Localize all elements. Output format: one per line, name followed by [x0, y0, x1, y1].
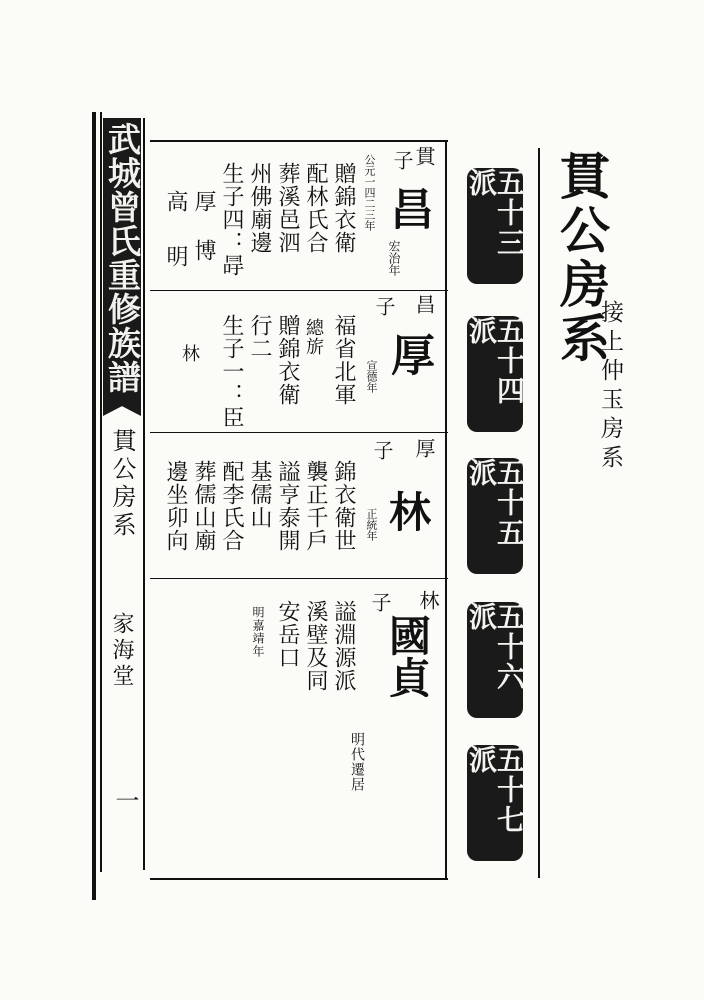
- entry-2-line-3: 贈錦衣衛: [275, 314, 300, 406]
- entry-1-line-1: 贈錦衣衛: [331, 162, 356, 254]
- entry-2-line-5: 生子一：臣: [219, 314, 244, 429]
- entry-4-zi: 子: [368, 592, 392, 612]
- entry-4-line-3: 安岳口: [275, 600, 300, 669]
- outer-frame-left: [92, 112, 96, 900]
- generation-badge-57: 五十七派: [467, 745, 523, 861]
- generation-badge-53: 五十三派: [467, 168, 523, 284]
- entry-1-parent: 貫: [412, 146, 436, 166]
- margin-rule-right: [143, 118, 145, 870]
- entry-1-name: 昌: [382, 186, 433, 230]
- entry-3-parent: 厚: [412, 438, 436, 458]
- entry-2-name: 厚: [383, 332, 434, 376]
- entry-3-line-6: 葬儒山廟: [191, 460, 216, 552]
- entry-1-line-5: 生子四：冔: [219, 162, 244, 277]
- entry-4-parent: 林: [416, 590, 440, 610]
- entry-1-line-2: 配林氏合: [303, 162, 328, 254]
- entry-2-zi: 子: [372, 296, 396, 316]
- entry-3-birth: 正統年: [365, 508, 378, 541]
- header-subtitle: 接上仲玉房系: [597, 300, 623, 474]
- entry-3-line-5: 配李氏合: [219, 460, 244, 552]
- margin-section-title: 貫公房系: [108, 428, 136, 540]
- margin-rule-left: [100, 112, 102, 872]
- entry-2-line-4: 行二: [247, 314, 272, 360]
- entry-1-line-7: 高 明: [163, 190, 188, 271]
- entry-3-name: 林: [383, 490, 432, 532]
- entry-2-line-1: 福省北軍: [331, 314, 356, 406]
- entry-2-line-6: 林: [179, 344, 200, 362]
- row-divider-3: [150, 578, 448, 579]
- entry-1-death: 宏治年: [387, 240, 401, 276]
- entry-1-zi: 子: [390, 150, 414, 170]
- generation-badge-54: 五十四派: [467, 316, 523, 432]
- entry-3-line-3: 謚亨泰開: [275, 460, 300, 552]
- frame-bottom: [150, 878, 448, 880]
- header-title: 貫公房系: [552, 150, 611, 366]
- entry-3-zi: 子: [370, 440, 394, 460]
- entry-4-birth: 明嘉靖年: [251, 606, 265, 658]
- entry-1-line-4: 州佛廟邊: [247, 162, 272, 254]
- entry-4-line-2: 溪壁及同: [303, 600, 328, 692]
- entry-4-name: 國貞: [383, 614, 432, 698]
- frame-divider: [445, 140, 447, 880]
- row-divider-1: [150, 290, 448, 291]
- margin-page-number: 一: [111, 788, 139, 812]
- entry-2-parent: 昌: [412, 294, 436, 314]
- entry-4-line-1: 謚淵源派: [331, 600, 356, 692]
- entry-1-line-6: 厚 博: [191, 190, 216, 262]
- generation-badge-55: 五十五派: [467, 458, 523, 574]
- row-divider-2: [150, 432, 448, 433]
- entry-2-birth: 宣德年: [365, 360, 378, 393]
- frame-top: [150, 140, 448, 142]
- book-title: 武城曾氏重修族譜: [103, 122, 142, 394]
- entry-3-line-7: 邊坐卯向: [163, 460, 188, 552]
- entry-3-line-1: 錦衣衛世: [331, 460, 356, 552]
- entry-1-birth: 公元一四二三年: [363, 154, 376, 231]
- entry-3-line-2: 襲正千戶: [303, 460, 328, 552]
- generation-badge-56: 五十六派: [467, 602, 523, 718]
- entry-1-line-3: 葬溪邑泗: [275, 162, 300, 254]
- entry-3-line-4: 基儒山: [247, 460, 272, 529]
- fishtail-mark: [103, 398, 141, 416]
- entry-4-note: 明代遷居: [349, 732, 365, 792]
- margin-hall-name: 家海堂: [109, 612, 134, 690]
- right-border: [538, 148, 540, 878]
- entry-2-line-2: 總旂: [303, 318, 324, 356]
